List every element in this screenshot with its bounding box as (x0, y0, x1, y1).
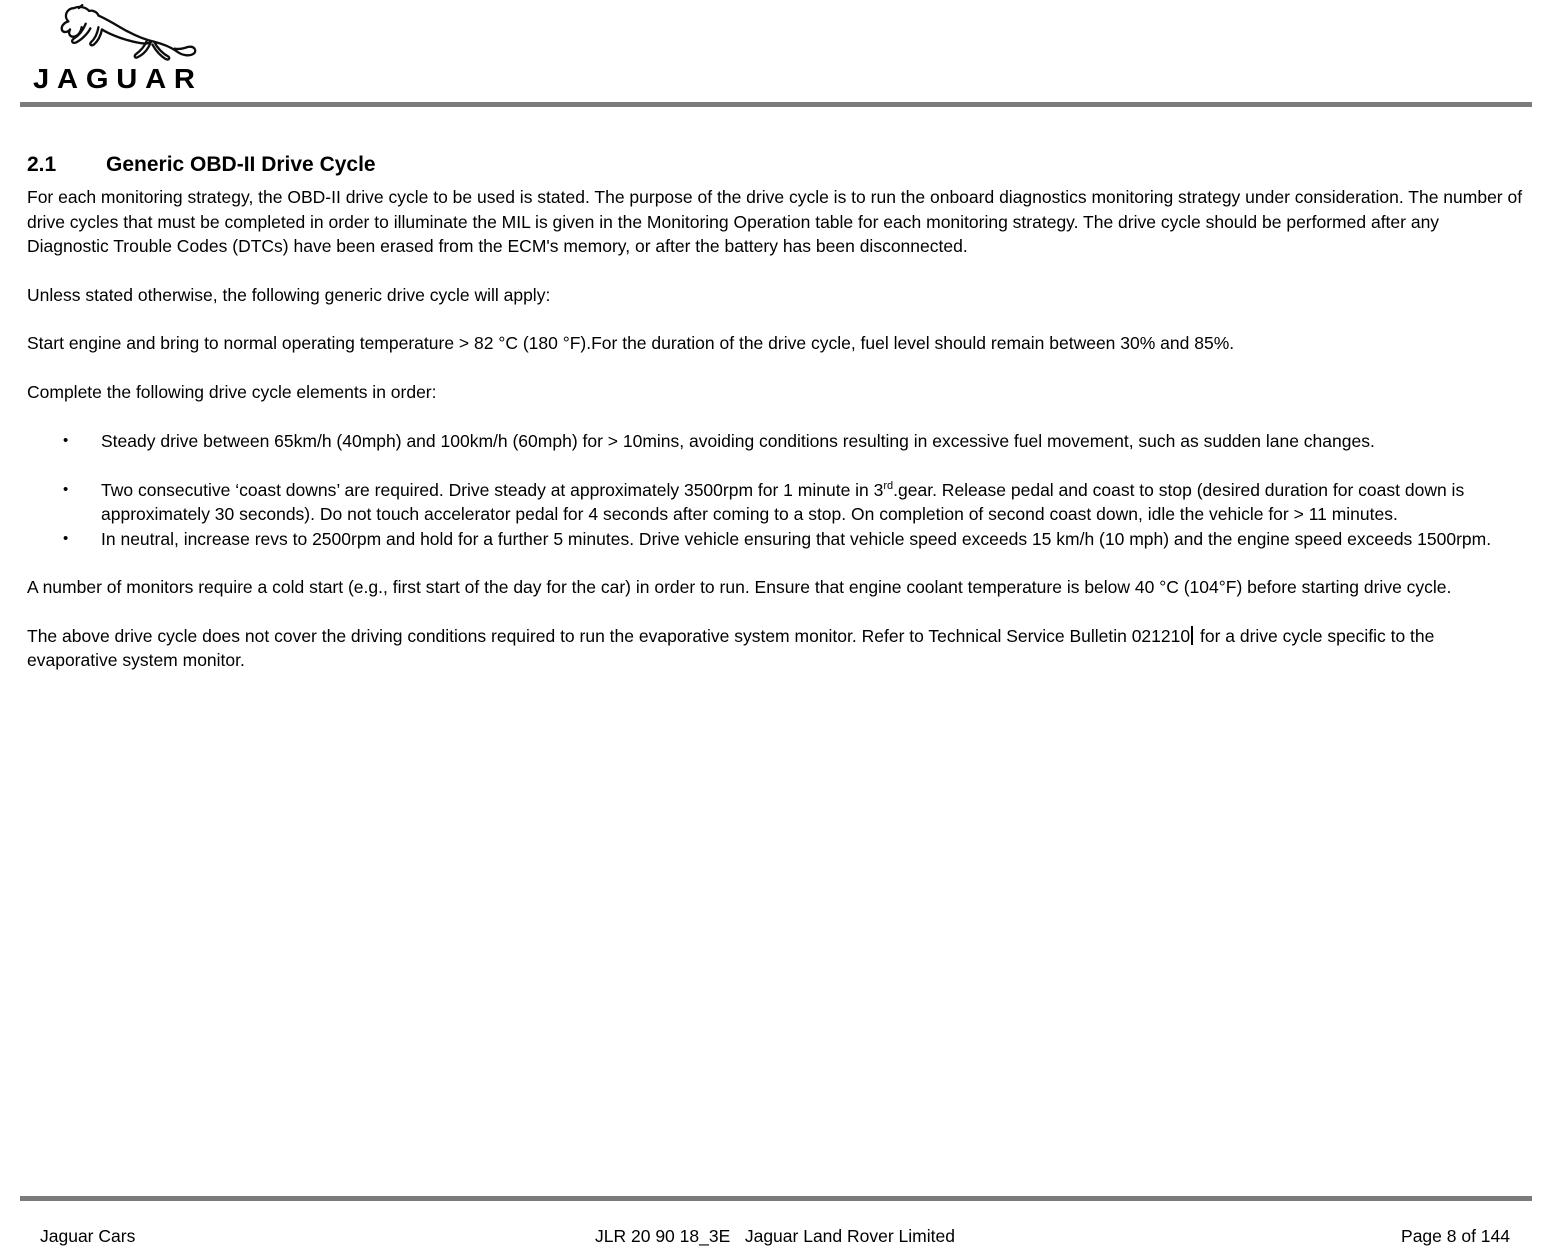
paragraph-cold-start: A number of monitors require a cold start (e.g., first start of the day for the car) in order to run. Ensure that engine coolant temperature is below 40 °C (104°F) before starting drive cycle. (27, 577, 1452, 597)
list-item-text (101, 478, 1523, 527)
bullet-icon: • (63, 529, 69, 547)
list-item-text: In neutral, increase revs to 2500rpm and hold for a further 5 minutes. Drive vehicle ensuring that vehicle speed exceeds 15 km/h (10 mph) and the engine speed exceeds 1500rpm. (101, 528, 1492, 549)
footer-page-number: Page 8 of 144 (1401, 1226, 1510, 1246)
jaguar-wordmark: JAGUAR (33, 63, 203, 94)
section-title: Generic OBD-II Drive Cycle (106, 153, 376, 176)
paragraph-evap-monitor (27, 624, 1523, 673)
list-item-text-part: .gear. Release pedal and coast to stop (desired duration for coast down is approximately 30 seconds). Do not touch accelerator pedal for 4 seconds after coming to a stop. On completion of second coast down, idle the vehicle for > 11 minutes. (101, 479, 1465, 524)
footer-divider (20, 1196, 1532, 1201)
bullet-icon: • (63, 432, 69, 449)
paragraph-text-part: The above drive cycle does not cover the driving conditions required to run the evaporative system monitor. Refer to Technical Service Bulletin 021210 (27, 625, 1191, 646)
footer-document-id: JLR 20 90 18_3E Jaguar Land Rover Limited (595, 1226, 955, 1246)
paragraph-text-part: for a drive cycle specific to the evaporative system monitor. (27, 625, 1435, 670)
list-item-neutral-revs (27, 527, 1523, 552)
section-heading (27, 152, 1523, 178)
leaping-jaguar-icon (33, 4, 215, 62)
revision-mark (1191, 626, 1193, 645)
list-item-steady-drive (27, 429, 1523, 454)
list-item-text-part: Two consecutive ‘coast downs’ are required. Drive steady at approximately 3500rpm for 1 minute in 3 (101, 479, 884, 500)
page-footer (27, 1226, 1523, 1247)
header-divider (20, 102, 1532, 107)
list-item-text: Steady drive between 65km/h (40mph) and 100km/h (60mph) for > 10mins, avoiding conditions resulting in excessive fuel movement, such as sudden lane changes. (101, 431, 1375, 451)
paragraph-unless-stated: Unless stated otherwise, the following generic drive cycle will apply: (27, 284, 551, 305)
paragraph-start-engine: Start engine and bring to normal operating temperature > 82 °C (180 °F).For the duration of the drive cycle, fuel level should remain between 30% and 85%. (27, 333, 1235, 353)
footer-company: Jaguar Cars (40, 1226, 136, 1246)
list-item-coast-downs (27, 478, 1523, 527)
drive-cycle-list (27, 429, 1523, 551)
paragraph-intro: For each monitoring strategy, the OBD-II drive cycle to be used is stated. The purpose of the drive cycle is to run the onboard diagnostics monitoring strategy under consideration. The number of drive cycles that must be completed in order to illuminate the MIL is given in the Monitoring Operation table for each monitoring strategy. The drive cycle should be performed after any Diagnostic Trouble Codes (DTCs) have been erased from the ECM's memory, or after the battery has been disconnected. (27, 187, 1523, 256)
section-number: 2.1 (27, 153, 57, 176)
document-content (27, 152, 1523, 673)
jaguar-logo (33, 4, 217, 95)
ordinal-superscript: rd (883, 479, 894, 492)
paragraph-complete-elements: Complete the following drive cycle elements in order: (27, 381, 437, 402)
bullet-icon: • (63, 480, 69, 498)
